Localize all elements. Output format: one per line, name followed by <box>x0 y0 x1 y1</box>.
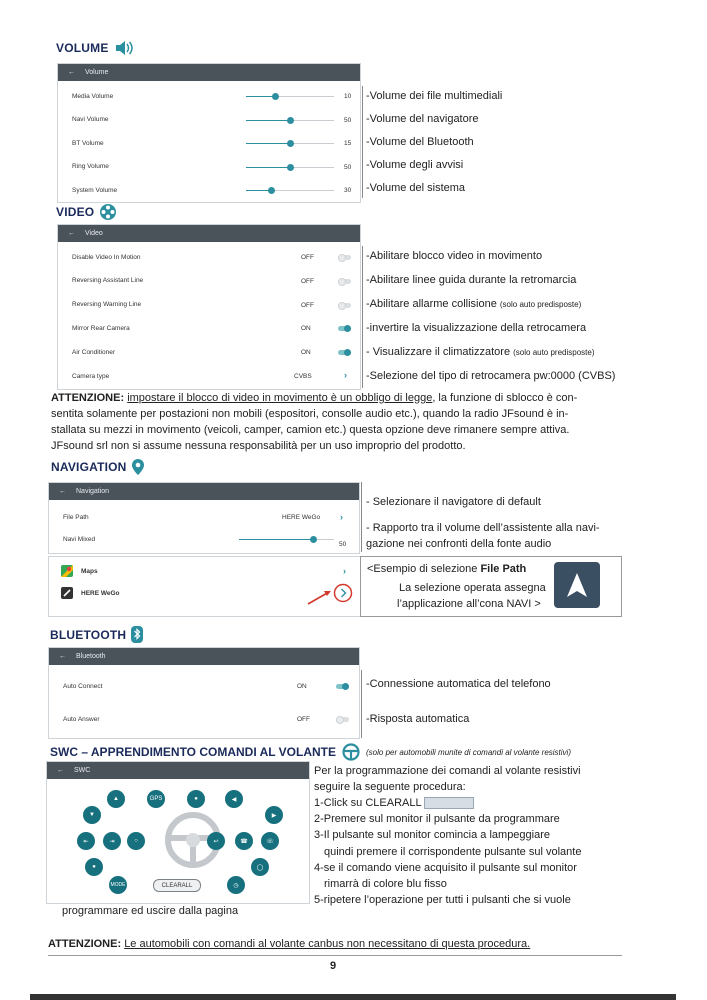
bluetooth-row-label: Auto Connect <box>63 682 103 690</box>
slider-fill <box>246 120 290 121</box>
swc-step-1: 1-Click su CLEARALL <box>314 795 581 811</box>
swc-step-4b: rimarrà di colore blu fisso <box>324 878 447 891</box>
example-title: <Esempio di selezione File Path <box>367 563 527 575</box>
back-arrow-icon[interactable]: ← <box>57 767 64 774</box>
navigation-section-title: NAVIGATION <box>51 459 144 475</box>
volume-row <box>58 110 360 130</box>
slider-fill <box>246 167 290 168</box>
swc-button-prev[interactable]: ◀ <box>225 790 243 808</box>
slider-fill <box>246 190 271 191</box>
volume-row-desc: -Volume degli avvisi <box>366 159 464 171</box>
swc-button-back[interactable]: ↩ <box>207 832 225 850</box>
video-row-value: OFF <box>301 301 314 309</box>
video-bracket <box>362 246 363 388</box>
back-arrow-icon[interactable]: ← <box>68 69 75 76</box>
video-row-value: OFF <box>301 254 314 261</box>
toggle-knob[interactable] <box>344 349 351 356</box>
toggle-knob[interactable] <box>338 278 346 286</box>
video-desc-text: -invertire la visualizzazione della retrocamera <box>366 322 587 334</box>
footer-attention: ATTENZIONE: Le automobili con comandi al volante canbus non necessitano di questa procedura. <box>48 938 531 950</box>
swc-button-mute[interactable]: ○ <box>127 832 145 850</box>
file-path-row[interactable]: File Path HERE WeGo › <box>63 512 343 522</box>
swc-button-mode-right[interactable]: ◯ <box>251 858 269 876</box>
navigation-panel <box>48 482 360 554</box>
swc-step-3b: quindi premere il corrispondente pulsante sul volante <box>324 845 582 858</box>
swc-button-gps[interactable]: GPS <box>147 790 165 808</box>
video-row-label: Reversing Warning Line <box>72 301 142 309</box>
video-row-label: Air Conditioner <box>72 348 115 356</box>
volume-slider[interactable] <box>246 190 334 191</box>
slider-knob[interactable] <box>272 93 279 100</box>
slider-knob[interactable] <box>287 164 294 171</box>
slider-knob[interactable] <box>310 536 317 543</box>
video-row[interactable] <box>58 271 360 291</box>
video-row-desc <box>366 322 586 334</box>
swc-clearall-button[interactable]: CLEARALL <box>153 879 201 892</box>
volume-row-value: 30 <box>344 187 352 194</box>
bluetooth-row-desc: -Risposta automatica <box>366 713 470 725</box>
back-arrow-icon[interactable]: ← <box>59 653 66 660</box>
bluetooth-row[interactable] <box>49 676 359 696</box>
video-panel <box>57 224 361 390</box>
video-desc-text: -Selezione del tipo di retrocamera pw:0000 (CVBS) <box>366 370 616 382</box>
video-attention: ATTENZIONE: impostare il blocco di video in movimento è un obbligo di legge, la funzione di sblocco è con- sentita solamente per postazioni non mobili (espositori, consolle audio etc.), quando la radio JFsound è in- stallata su mezzi in movimento (veicoli, camper, camion etc.) questa opzione deve rimanere sempre attiva. JFsound srl non si assume nessuna responsabilità per un uso improprio del prodotto. <box>51 392 578 452</box>
volume-row-desc: -Volume del navigatore <box>366 113 479 125</box>
video-desc-text: -Abilitare linee guida durante la retromarcia <box>366 274 577 286</box>
video-row[interactable] <box>58 342 360 362</box>
bluetooth-bracket <box>361 670 362 738</box>
navi-mixed-slider[interactable] <box>239 539 334 540</box>
bluetooth-row-label: Auto Answer <box>63 715 100 723</box>
video-panel-header: ← Video <box>58 225 360 242</box>
red-arrow-icon <box>307 589 333 605</box>
swc-button-seek-back[interactable]: ⇤ <box>77 832 95 850</box>
bluetooth-section-title: BLUETOOTH <box>50 626 143 643</box>
toggle-knob[interactable] <box>338 254 346 262</box>
page-number: 9 <box>330 960 337 972</box>
toggle-knob[interactable] <box>344 325 351 332</box>
navi-mixed-row: Navi Mixed 50 <box>63 535 347 548</box>
swc-button-mode[interactable]: MODE <box>109 876 127 894</box>
video-row-value: OFF <box>301 277 314 285</box>
volume-row-label: Ring Volume <box>72 163 109 170</box>
video-desc-note: (solo auto predisposte) <box>513 348 595 357</box>
swc-button-power[interactable]: ● <box>85 858 103 876</box>
volume-slider[interactable] <box>246 167 334 168</box>
swc-button-clock[interactable]: ◷ <box>227 876 245 894</box>
swc-final-line: programmare ed uscire dalla pagina <box>62 905 239 917</box>
video-row[interactable] <box>58 318 360 338</box>
toggle-switch[interactable] <box>338 350 351 355</box>
film-reel-icon <box>99 203 117 221</box>
volume-row-desc: -Volume dei file multimediali <box>366 90 503 102</box>
chevron-right-icon[interactable]: › <box>340 512 343 522</box>
video-row[interactable] <box>58 295 360 315</box>
volume-row-desc: -Volume del Bluetooth <box>366 136 474 148</box>
video-section-title: VIDEO <box>56 203 117 221</box>
swc-button-vol-up[interactable]: ▲ <box>107 790 125 808</box>
footer-rule <box>48 955 622 956</box>
slider-knob[interactable] <box>268 187 275 194</box>
app-item-here-wego[interactable]: HERE WeGo <box>49 583 361 603</box>
chevron-right-icon[interactable]: › <box>344 370 347 380</box>
swc-step-3: 3-Il pulsante sul monitor comincia a lampeggiare <box>314 829 551 842</box>
toggle-knob[interactable] <box>336 716 344 724</box>
bluetooth-row-value: OFF <box>297 716 310 723</box>
clearall-chip-icon <box>424 797 474 809</box>
video-row-desc <box>366 250 542 262</box>
toggle-switch[interactable] <box>336 684 349 689</box>
video-row-desc <box>366 370 615 382</box>
toggle-switch[interactable] <box>336 717 349 722</box>
toggle-knob[interactable] <box>342 683 349 690</box>
volume-row <box>58 180 360 200</box>
swc-button-hangup[interactable]: ☏ <box>261 832 279 850</box>
swc-intro: Per la programmazione dei comandi al volante resistivi seguire la seguente procedura: <box>314 765 581 793</box>
volume-row <box>58 86 360 106</box>
volume-row-value: 50 <box>344 116 352 124</box>
volume-row-label: BT Volume <box>72 139 104 147</box>
example-line-3: l’applicazione all’cona NAVI > <box>397 598 541 610</box>
slider-knob[interactable] <box>287 117 294 124</box>
swc-button-next[interactable]: ▶ <box>265 806 283 824</box>
video-row-desc <box>366 346 595 358</box>
swc-button-seek-fwd[interactable]: ⇥ <box>103 832 121 850</box>
video-row-desc <box>366 298 581 310</box>
volume-slider[interactable] <box>246 143 334 144</box>
volume-row-desc: -Volume del sistema <box>366 182 466 194</box>
scan-edge <box>30 994 676 1000</box>
video-row-label: Camera type <box>72 372 110 380</box>
toggle-switch[interactable] <box>338 326 351 331</box>
bluetooth-icon <box>131 626 143 643</box>
navigation-bracket <box>361 482 362 552</box>
slider-knob[interactable] <box>287 140 294 147</box>
back-arrow-icon[interactable]: ← <box>68 230 75 237</box>
video-desc-text: -Abilitare blocco video in movimento <box>366 250 543 262</box>
swc-steps <box>314 795 581 908</box>
example-box <box>360 556 622 617</box>
toggle-switch[interactable] <box>338 303 351 308</box>
volume-row-value: 10 <box>344 93 352 100</box>
map-pin-icon <box>132 459 144 475</box>
video-row-value: CVBS <box>294 373 312 380</box>
swc-panel <box>46 761 310 904</box>
video-row[interactable] <box>58 247 360 267</box>
volume-row-value: 15 <box>344 140 352 147</box>
video-row-label: Mirror Rear Camera <box>72 324 130 332</box>
here-wego-icon <box>61 587 73 599</box>
swc-panel-header: ← SWC <box>47 762 309 779</box>
navigation-desc-default: - Selezionare il navigatore di default <box>366 496 541 508</box>
volume-row-label: System Volume <box>72 186 118 194</box>
toggle-knob[interactable] <box>338 302 346 310</box>
swc-step-5: 5-ripetere l’operazione per tutti i pulsanti che si vuole <box>314 894 571 907</box>
swc-step-2: 2-Premere sul monitor il pulsante da programmare <box>314 813 560 826</box>
toggle-switch[interactable] <box>338 255 351 260</box>
volume-row-label: Navi Volume <box>72 116 109 123</box>
swc-button-vol-down[interactable]: ▼ <box>83 806 101 824</box>
volume-row-value: 50 <box>344 163 352 171</box>
video-row[interactable] <box>58 366 360 386</box>
swc-button-mic[interactable]: ● <box>187 790 205 808</box>
app-select-panel <box>48 556 362 617</box>
slider-fill <box>246 143 290 144</box>
google-maps-icon <box>61 565 73 577</box>
bluetooth-row-desc: -Connessione automatica del telefono <box>366 678 551 690</box>
navi-icon <box>554 562 600 608</box>
swc-step-4: 4-se il comando viene acquisito il pulsante sul monitor <box>314 861 577 874</box>
volume-panel <box>57 63 361 203</box>
volume-row-label: Media Volume <box>72 92 114 100</box>
volume-row <box>58 157 360 177</box>
swc-section-title: SWC – APPRENDIMENTO COMANDI AL VOLANTE (solo per automobili munite di comandi al volante resistivi) <box>50 745 571 759</box>
navigation-desc-ratio-1: - Rapporto tra il volume dell’assistente alla navi- <box>366 522 600 534</box>
video-desc-text: - Visualizzare il climatizzatore <box>366 346 514 358</box>
volume-slider[interactable] <box>246 96 334 97</box>
volume-section-title: VOLUME <box>56 40 134 56</box>
back-arrow-icon[interactable]: ← <box>59 488 66 495</box>
volume-bracket <box>362 86 363 198</box>
video-row-value: ON <box>301 349 311 357</box>
slider-fill <box>246 96 275 97</box>
swc-button-call[interactable]: ☎ <box>235 832 253 850</box>
video-row-value: ON <box>301 325 311 333</box>
bluetooth-panel-header: ← Bluetooth <box>49 648 359 665</box>
bluetooth-panel <box>48 647 360 739</box>
video-desc-note: (solo auto predisposte) <box>499 300 582 309</box>
video-row-desc <box>366 274 576 286</box>
navigation-desc-ratio-2: gazione nei confronti della fonte audio <box>366 538 552 550</box>
volume-row <box>58 133 360 153</box>
video-row-label: Reversing Assistant Line <box>72 277 144 285</box>
example-line-2: La selezione operata assegna <box>399 582 546 594</box>
toggle-switch[interactable] <box>338 279 351 284</box>
speaker-icon <box>114 40 134 56</box>
bluetooth-row[interactable] <box>49 709 359 729</box>
app-item-maps[interactable]: Maps › <box>49 561 361 581</box>
volume-slider[interactable] <box>246 120 334 121</box>
video-desc-text: -Abilitare allarme collisione <box>366 298 500 310</box>
bluetooth-row-value: ON <box>297 683 307 690</box>
chevron-right-icon[interactable]: › <box>343 566 346 576</box>
selected-chevron-circle-icon[interactable] <box>333 583 353 603</box>
navigation-panel-header: ← Navigation <box>49 483 359 500</box>
volume-panel-header: ← Volume <box>58 64 360 81</box>
steering-wheel-icon <box>342 743 360 761</box>
video-row-label: Disable Video In Motion <box>72 253 141 261</box>
